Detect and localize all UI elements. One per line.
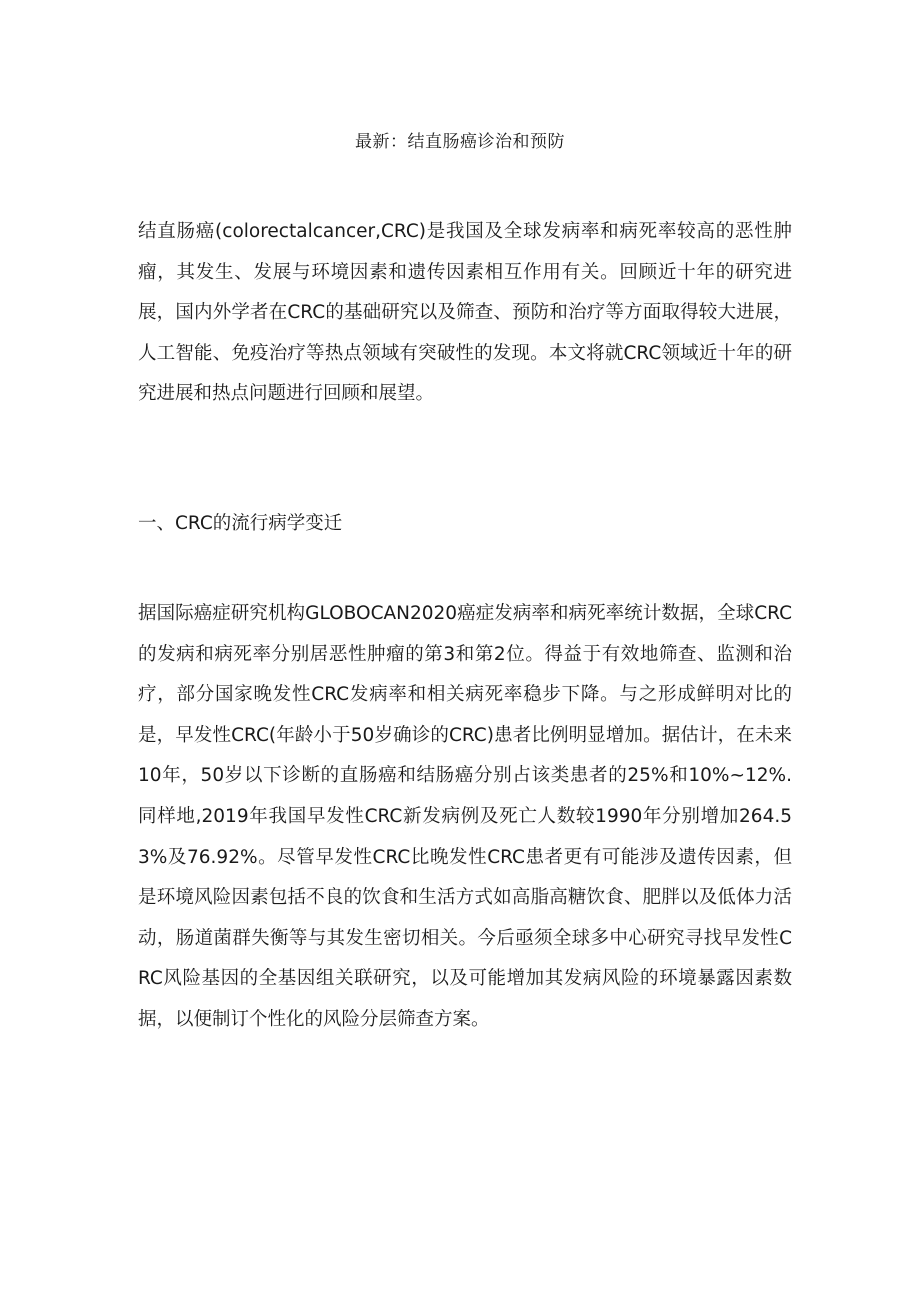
section-paragraph-epidemiology: 据国际癌症研究机构GLOBOCAN2020癌症发病率和病死率统计数据，全球CRC的发病和病死率分别居恶性肿瘤的第3和第2位。得益于有效地筛查、监测和治疗，部分国家晚发性CRC发病率和相关病死率稳步下降。与之形成鲜明对比的是，早发性CRC(年龄小于50岁确诊的CRC)患者比例明显增加。据估计，在未来10年，50岁以下诊断的直肠癌和结肠癌分别占该类患者的25%和10%~12%.同样地,2019年我国早发性CRC新发病例及死亡人数较1990年分别增加264.53%及76.92%。尽管早发性CRC比晚发性CRC患者更有可能涉及遗传因素，但是环境风险因素包括不良的饮食和生活方式如高脂高糖饮食、肥胖以及低体力活动，肠道菌群失衡等与其发生密切相关。今后亟须全球多中心研究寻找早发性CRC风险基因的全基因组关联研究，以及可能增加其发病风险的环境暴露因素数据，以便制订个性化的风险分层筛查方案。 xyxy=(138,603,792,1030)
intro-paragraph: 结直肠癌(colorectalcancer,CRC)是我国及全球发病率和病死率较高的恶性肿瘤，其发生、发展与环境因素和遗传因素相互作用有关。回顾近十年的研究进展，国内外学者在CRC的基础研究以及筛查、预防和治疗等方面取得较大进展，人工智能、免疫治疗等热点领域有突破性的发现。本文将就CRC领域近十年的研究进展和热点问题进行回顾和展望。 xyxy=(138,221,792,405)
document-title: 最新：结直肠癌诊治和预防 xyxy=(355,132,565,152)
section-heading-epidemiology: 一、CRC的流行病学变迁 xyxy=(138,513,343,534)
